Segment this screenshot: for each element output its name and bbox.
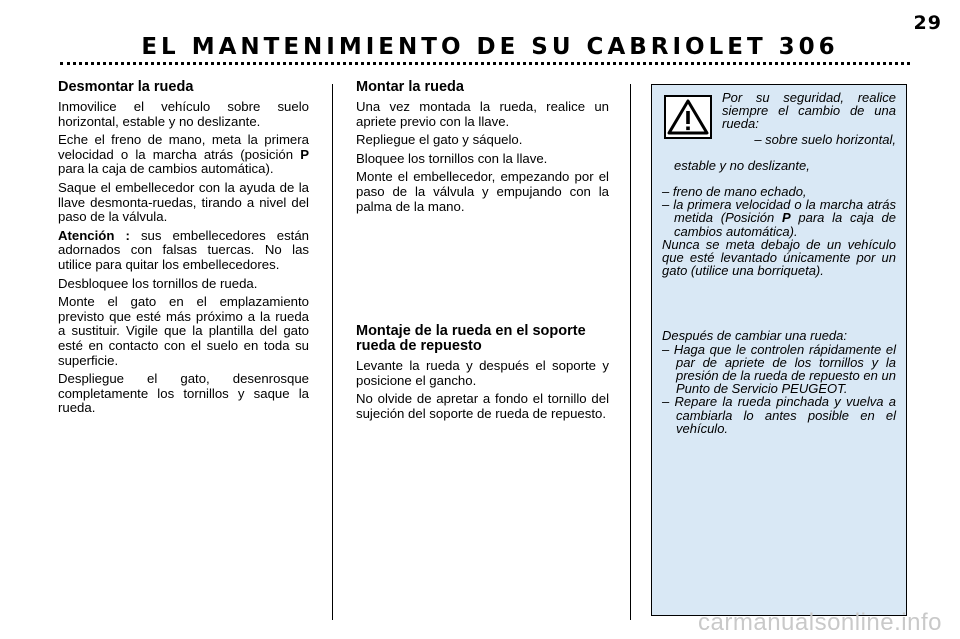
page-number: 29 xyxy=(913,12,942,34)
safety-note-box xyxy=(651,84,907,616)
attention-label: Atención : xyxy=(58,227,130,243)
paragraph: Saque el embellecedor con la ayuda de la llave desmonta-ruedas, tirando a nivel del paso de la válvula. xyxy=(58,179,309,225)
note-after-title: Después de cambiar una rueda: xyxy=(662,328,848,344)
watermark: carmanualsonline.info xyxy=(698,609,942,636)
text-bold: P xyxy=(781,210,791,226)
page-title: EL MANTENIMIENTO DE SU CABRIOLET 306 xyxy=(141,34,839,60)
text: para la caja de cambios automática). xyxy=(674,210,896,239)
spacer xyxy=(662,277,896,329)
note-item xyxy=(662,198,896,238)
paragraph: Monte el gato en el emplazamiento previsto que esté más próximo a la rueda a sustituir. Vigile que la plantilla del gato esté en contacto con el suelo en toda su superficie. xyxy=(58,294,309,368)
note-after-item: – Repare la rueda pinchada y vuelva a cambiarla lo antes posible en el vehículo. xyxy=(662,394,896,436)
paragraph: Repliegue el gato y sáquelo. xyxy=(356,132,523,148)
paragraph: Bloquee los tornillos con la llave. xyxy=(356,150,548,166)
column-divider xyxy=(332,84,333,620)
note-intro: Por su seguridad, realice siempre el cambio de una rueda: xyxy=(722,90,896,132)
column-desmontar xyxy=(58,80,309,420)
paragraph: Una vez montada la rueda, realice un apriete previo con la llave. xyxy=(356,99,609,129)
paragraph xyxy=(58,229,309,273)
note-warning: Nunca se meta debajo de un vehículo que esté levantado únicamente por un gato (utilice una borriqueta). xyxy=(662,236,896,279)
heading-montaje-repuesto: Montaje de la rueda en el soporte rueda de repuesto xyxy=(356,323,586,355)
note-item: – freno de mano echado, xyxy=(662,184,807,200)
text: Eche el freno de mano, meta la primera velocidad o la marcha atrás (posición xyxy=(58,132,309,162)
text: – la primera velocidad o la marcha atrás metida (Posición xyxy=(662,197,896,226)
paragraph: Despliegue el gato, desenrosque completamente los tornillos y saque la rueda. xyxy=(58,371,309,416)
heading-montar-rueda: Montar la rueda xyxy=(356,79,464,95)
paragraph xyxy=(58,133,309,177)
note-item-continued: estable y no deslizante, xyxy=(674,157,810,173)
paragraph: No olvide de apretar a fondo el tornillo del sujeción del soporte de rueda de repuesto. xyxy=(356,391,609,421)
text-bold: P xyxy=(300,146,309,162)
paragraph: Monte el embellecedor, empezando por el paso de la válvula y empujando con la palma de la mano. xyxy=(356,169,609,214)
note-item: – sobre suelo horizontal, xyxy=(754,131,896,147)
heading-desmontar-rueda: Desmontar la rueda xyxy=(58,79,194,95)
text: sus embellecedores están adornados con falsas tuercas. No las utilice para quitar los embellecedores. xyxy=(58,227,309,272)
text: para la caja de cambios automática). xyxy=(58,161,274,177)
title-dotted-rule xyxy=(60,62,910,65)
column-divider xyxy=(630,84,631,620)
note-after-item: – Haga que le controlen rápidamente el par de apriete de los tornillos y la presión de la rueda de repuesto en un Punto de Servicio PEUGEOT. xyxy=(662,341,896,397)
paragraph: Inmovilice el vehículo sobre suelo horizontal, estable y no deslizante. xyxy=(58,99,309,129)
warning-triangle-icon xyxy=(664,95,712,139)
paragraph: Desbloquee los tornillos de rueda. xyxy=(58,275,258,291)
paragraph: Levante la rueda y después el soporte y posicione el gancho. xyxy=(356,358,609,388)
column-montar xyxy=(356,80,609,426)
